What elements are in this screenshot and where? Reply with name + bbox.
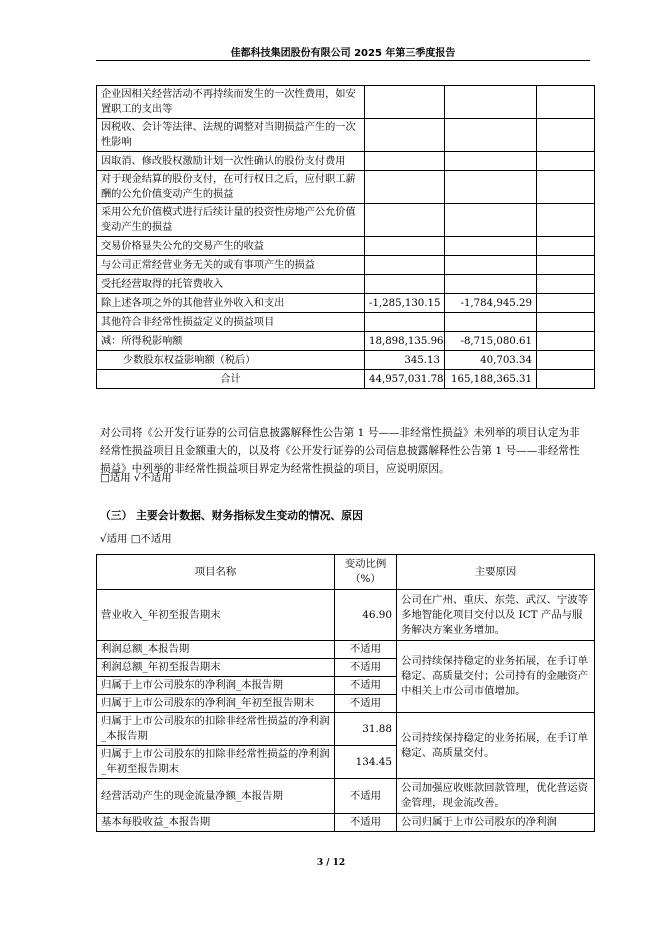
ytd-amount: 165,188,365.31 [445, 370, 537, 389]
item-label: 与公司正常经营业务无关的或有事项产生的损益 [97, 256, 365, 275]
table-row [97, 370, 595, 389]
reason-text: 公司加强应收账款回款管理，优化营运资金管理，现金流改善。 [397, 779, 595, 814]
table-row [97, 641, 595, 659]
item-label: 对于现金结算的股份支付，在可行权日之后，应付职工薪酬的公允价值变动产生的损益 [97, 171, 365, 204]
change-ratio: 不适用 [335, 779, 397, 814]
change-ratio: 不适用 [335, 814, 397, 832]
current-period-amount [365, 86, 445, 119]
ytd-amount [445, 275, 537, 294]
ytd-amount [445, 204, 537, 237]
ytd-amount: 40,703.34 [445, 351, 537, 370]
note [537, 275, 595, 294]
current-period-amount: 18,898,135.96 [365, 332, 445, 351]
table-row [97, 814, 595, 832]
ytd-amount: -8,715,080.61 [445, 332, 537, 351]
note [537, 256, 595, 275]
current-period-amount [365, 275, 445, 294]
current-period-amount [365, 313, 445, 332]
table-row [97, 779, 595, 814]
item-label: 因取消、修改股权激励计划一次性确认的股份支付费用 [97, 152, 365, 171]
table-row [97, 86, 595, 119]
ytd-amount [445, 119, 537, 152]
ytd-amount [445, 313, 537, 332]
item-label: 交易价格显失公允的交易产生的收益 [97, 237, 365, 256]
table-row [97, 204, 595, 237]
table-row [97, 351, 595, 370]
table-row [97, 237, 595, 256]
change-ratio: 不适用 [335, 641, 397, 659]
non-recurring-items-table [96, 85, 595, 389]
table-row [97, 119, 595, 152]
item-label: 减：所得税影响额 [97, 332, 365, 351]
ytd-amount [445, 171, 537, 204]
current-period-amount: 44,957,031.78 [365, 370, 445, 389]
current-period-amount [365, 152, 445, 171]
reason-text: 公司归属于上市公司股东的净利润 [397, 814, 595, 832]
item-label: 少数股东权益影响额（税后） [97, 351, 365, 370]
table-row [97, 275, 595, 294]
item-label: 除上述各项之外的其他营业外收入和支出 [97, 294, 365, 313]
header-ratio: 变动比例（%） [335, 555, 397, 590]
table-row [97, 713, 595, 746]
item-name: 归属于上市公司股东的扣除非经常性损益的净利润_年初至报告期末 [97, 746, 335, 779]
note [537, 351, 595, 370]
item-label: 合计 [97, 370, 365, 389]
ytd-amount [445, 237, 537, 256]
table-row [97, 590, 595, 641]
change-ratio: 134.45 [335, 746, 397, 779]
note [537, 313, 595, 332]
page-header: 佳都科技集团股份有限公司 2025 年第三季度报告 [230, 48, 456, 59]
change-ratio: 46.90 [335, 590, 397, 641]
item-label: 其他符合非经常性损益定义的损益项目 [97, 313, 365, 332]
table-row [97, 152, 595, 171]
current-period-amount [365, 119, 445, 152]
reason-text: 公司在广州、重庆、东莞、武汉、宁波等多地智能化项目交付以及 ICT 产品与服务解决方案业务增加。 [397, 590, 595, 641]
note [537, 86, 595, 119]
current-period-amount [365, 171, 445, 204]
current-period-amount [365, 204, 445, 237]
item-label: 因税收、会计等法律、法规的调整对当期损益产生的一次性影响 [97, 119, 365, 152]
note [537, 237, 595, 256]
item-name: 利润总额_年初至报告期末 [97, 659, 335, 677]
change-ratio: 不适用 [335, 677, 397, 695]
applicable-status-2: √适用 □不适用 [100, 533, 172, 545]
note [537, 152, 595, 171]
page-number: 3 / 12 [316, 858, 346, 868]
note [537, 294, 595, 313]
section-title: （三） 主要会计数据、财务指标发生变动的情况、原因 [100, 509, 363, 522]
note [537, 332, 595, 351]
current-period-amount: -1,285,130.15 [365, 294, 445, 313]
current-period-amount [365, 237, 445, 256]
item-name: 利润总额_本报告期 [97, 641, 335, 659]
change-ratio: 不适用 [335, 695, 397, 713]
current-period-amount: 345.13 [365, 351, 445, 370]
note [537, 119, 595, 152]
header-item: 项目名称 [97, 555, 335, 590]
table-row [97, 171, 595, 204]
explanation-paragraph: 对公司将《公开发行证券的公司信息披露解释性公告第 1 号——非经常性损益》未列举的项目认定为非经常性损益项目且金额重大的，以及将《公开发行证券的公司信息披露解释性公告第 1 号——非经常性损益》中列举的非经常性损益项目界定为经常性损益的项目，应说明原因。 [100, 427, 580, 475]
current-period-amount [365, 256, 445, 275]
applicable-status-1: □适用 √不适用 [100, 472, 172, 484]
change-ratio: 31.88 [335, 713, 397, 746]
changes-table [96, 554, 595, 832]
ytd-amount: -1,784,945.29 [445, 294, 537, 313]
ytd-amount [445, 152, 537, 171]
table-row [97, 256, 595, 275]
note [537, 370, 595, 389]
item-name: 基本每股收益_本报告期 [97, 814, 335, 832]
item-label: 受托经营取得的托管费收入 [97, 275, 365, 294]
item-name: 经营活动产生的现金流量净额_本报告期 [97, 779, 335, 814]
reason-text: 公司持续保持稳定的业务拓展，在手订单稳定、高质量交付；公司持有的金融资产中相关上市公司市值增加。 [397, 641, 595, 713]
item-label: 企业因相关经营活动不再持续而发生的一次性费用，如安置职工的支出等 [97, 86, 365, 119]
table-row [97, 294, 595, 313]
ytd-amount [445, 86, 537, 119]
note [537, 171, 595, 204]
item-label: 采用公允价值模式进行后续计量的投资性房地产公允价值变动产生的损益 [97, 204, 365, 237]
item-name: 归属于上市公司股东的扣除非经常性损益的净利润_本报告期 [97, 713, 335, 746]
note [537, 204, 595, 237]
item-name: 归属于上市公司股东的净利润_年初至报告期末 [97, 695, 335, 713]
table-row [97, 313, 595, 332]
ytd-amount [445, 256, 537, 275]
header-reason: 主要原因 [397, 555, 595, 590]
item-name: 归属于上市公司股东的净利润_本报告期 [97, 677, 335, 695]
header-divider [96, 60, 590, 61]
reason-text: 公司持续保持稳定的业务拓展，在手订单稳定、高质量交付。 [397, 713, 595, 779]
table-row [97, 332, 595, 351]
table-header-row [97, 555, 595, 590]
change-ratio: 不适用 [335, 659, 397, 677]
item-name: 营业收入_年初至报告期末 [97, 590, 335, 641]
